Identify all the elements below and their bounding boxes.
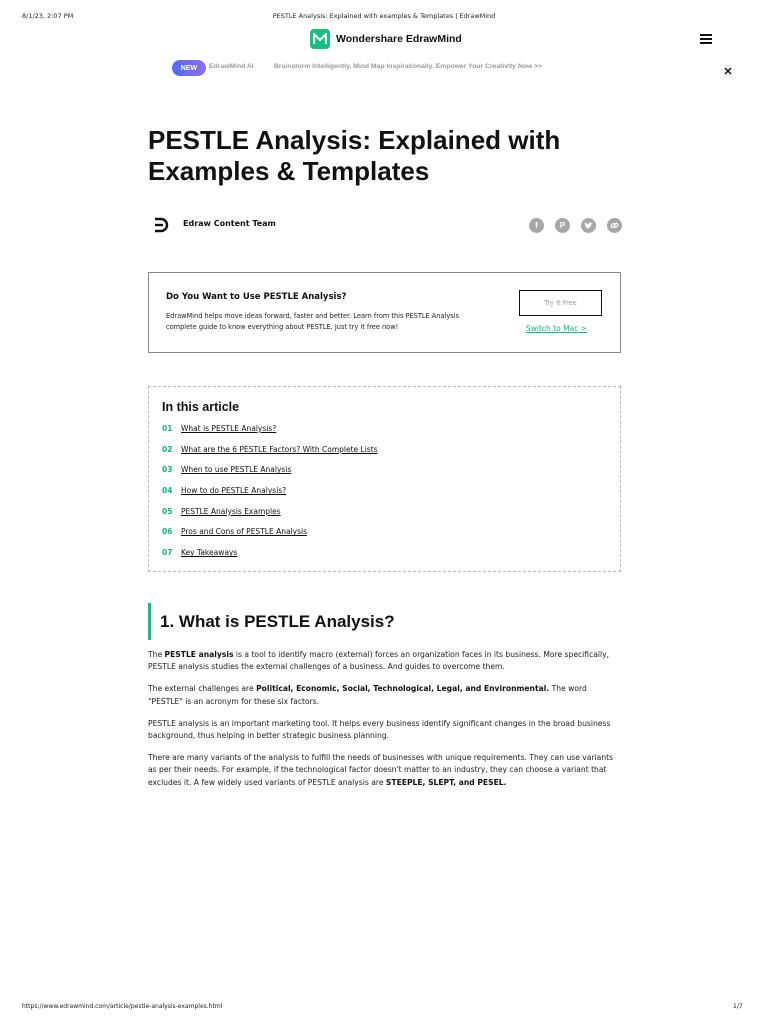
link-icon[interactable] [607,218,622,233]
edrawmind-logo-icon [310,29,330,49]
bold-term: Political, Economic, Social, Technological, Legal, and Environmental. [256,684,550,694]
brand-link[interactable] [310,29,462,49]
toc-link[interactable]: Key Takeaways [181,548,238,558]
paragraph [148,752,622,789]
try-it-free-button[interactable]: Try It Free [519,290,602,316]
new-badge: NEW [172,60,206,76]
print-header [0,12,768,22]
article-title: PESTLE Analysis: Explained with Examples & Templates [148,125,561,186]
toc-item-number: 01 [162,424,173,433]
cta-description: EdrawMind helps move ideas forward, faster and better. Learn from this PESTLE Analysis complete guide to know everything about PESTLE. Just try it free now! [166,312,459,331]
section-accent-bar [148,603,151,640]
toc-item [162,465,378,486]
toc-item [162,507,378,528]
toc-link[interactable]: How to do PESTLE Analysis? [181,486,287,496]
banner-product-name: EdrawMind AI [209,63,254,70]
toc-item-number: 02 [162,444,173,454]
print-date: 8/1/23, 2:07 PM [22,12,74,20]
print-url: https://www.edrawmind.com/article/pestle-analysis-examples.html [22,1003,223,1010]
print-page-title: PESTLE Analysis: Explained with examples & Templates | EdrawMind [272,12,496,20]
hamburger-menu-icon[interactable] [700,34,712,44]
paragraph: PESTLE analysis is an important marketing tool. It helps every business identify significant changes in the broad business background, thus helping in better strategic business planning. [148,718,611,741]
promo-banner [0,60,768,76]
twitter-icon[interactable] [581,218,596,233]
table-of-contents [148,386,621,572]
cta-box [148,272,621,353]
toc-link[interactable]: PESTLE Analysis Examples [181,506,281,516]
toc-link[interactable]: What is PESTLE Analysis? [181,424,277,433]
toc-link[interactable]: When to use PESTLE Analysis [181,465,292,475]
toc-item-number: 05 [162,506,173,516]
toc-link[interactable]: What are the 6 PESTLE Factors? With Complete Lists [181,444,378,454]
toc-item [162,527,378,548]
text-run: There are many variants of the analysis to fulfill the needs of businesses with unique requirements. They can use variants as per their needs. For example, if the technological factor doesn't matter to an industry, they can choose a variant that excludes it. A few widely used variants of PESTLE analysis are [148,752,614,787]
close-icon[interactable] [722,62,734,74]
banner-link[interactable]: Brainstorm Intelligently, Mind Map Inspirationally. Empower Your Creativity Now >> [274,63,543,70]
toc-heading: In this article [162,400,240,414]
toc-list [162,424,378,569]
print-footer [0,1003,768,1013]
bold-term: STEEPLE, SLEPT, and PESEL. [385,777,507,787]
bold-term: PESTLE analysis [164,650,234,659]
edraw-author-logo-icon [152,216,170,234]
section-heading: 1. What is PESTLE Analysis? [160,612,395,631]
toc-link[interactable]: Pros and Cons of PESTLE Analysis [181,527,307,537]
facebook-icon[interactable]: f [529,218,544,233]
paragraph [148,683,622,708]
toc-item [162,445,378,466]
toc-item [162,424,378,445]
author-row [152,216,622,236]
toc-item-number: 03 [162,465,173,475]
pinterest-icon[interactable]: P [555,218,570,233]
toc-item-number: 06 [162,527,173,537]
cta-title: Do You Want to Use PESTLE Analysis? [166,292,347,302]
toc-item [162,548,378,569]
social-share-links [529,218,622,233]
paragraph [148,649,622,674]
toc-item [162,486,378,507]
text-run: The external challenges are [148,684,257,694]
text-run: The [148,650,165,659]
switch-to-mac-link[interactable]: Switch to Mac > [526,324,587,333]
site-header [0,29,768,51]
author-name[interactable]: Edraw Content Team [183,219,276,228]
page-number: 1/7 [733,1003,743,1010]
text-run: The word "PESTLE" is an acronym for these six factors. [148,684,587,706]
brand-name: Wondershare EdrawMind [336,33,462,45]
article-body [148,649,622,799]
toc-item-number: 07 [162,548,173,558]
text-run: is a tool to identify macro (external) forces an organization faces in its business. More specifically, PESTLE analysis studies the external challenges of a business. And guides to overcome them. [148,650,610,672]
toc-item-number: 04 [162,486,173,496]
